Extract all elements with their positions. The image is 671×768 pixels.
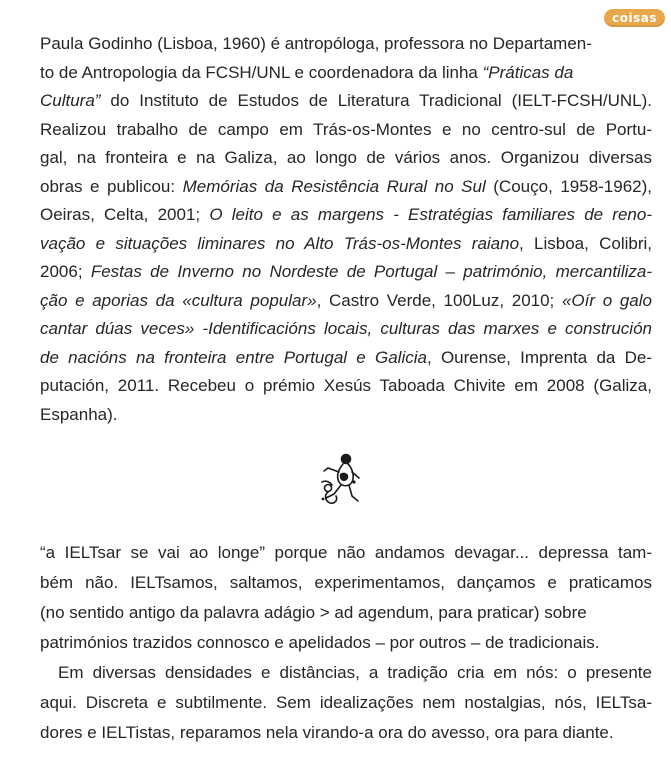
bio-line (40, 372, 652, 401)
text-run: patrimónios trazidos connosco e apelidados – por outros – de tradicionais. (40, 633, 600, 652)
bio-line (40, 287, 652, 316)
manifesto-line (40, 598, 652, 628)
manifesto-line (40, 688, 652, 718)
italic-title: cantar dúas veces» -Identificacións locais, culturas das marxes e construción (40, 319, 652, 338)
bio-line (40, 87, 652, 116)
italic-title: «Oír o galo (561, 290, 652, 310)
section-badge-label: coisas (612, 11, 657, 25)
text-run: obras e publicou: (40, 176, 183, 196)
italic-title: Cultura” (40, 91, 101, 110)
text-run: Espanha). (40, 404, 118, 424)
italic-title: Memórias da Resistência Rural no Sul (182, 176, 486, 196)
manifesto-line (40, 538, 652, 568)
text-run: , Ourense, Imprenta da De- (426, 347, 652, 367)
text-run: Realizou trabalho de campo em Trás-os-Montes e no centro-sul de Portu- (40, 119, 652, 139)
text-run: 2006; (40, 262, 91, 281)
manifesto-line (40, 568, 652, 598)
dancing-figure-icon (316, 452, 364, 506)
bio-line (40, 173, 652, 202)
text-run: to de Antropologia da FCSH/UNL e coordenadora da linha (40, 62, 483, 82)
italic-title: Festas de Inverno no Nordeste de Portugal – património, mercantiliza- (90, 262, 652, 281)
text-run: (no sentido antigo da palavra adágio > ad agendum, para praticar) sobre (40, 603, 587, 622)
bio-line (40, 258, 652, 287)
manifesto-line (40, 718, 652, 748)
text-run: Oeiras, Celta, 2001; (40, 205, 210, 224)
text-run: bém não. IELTsamos, saltamos, experimentamos, dançamos e praticamos (40, 573, 652, 592)
text-run: aqui. Discreta e subtilmente. Sem idealizações nem nostalgias, nós, IELTsa- (40, 693, 652, 712)
italic-title: de nacións na fronteira entre Portugal e Galicia (40, 347, 427, 367)
text-run: gal, na fronteira e na Galiza, ao longo de vários anos. Organizou diversas (40, 148, 652, 167)
text-run: “a IELTsar se vai ao longe” porque não andamos devagar... depressa tam- (40, 543, 652, 562)
bio-line (40, 315, 652, 344)
manifesto-line (40, 628, 652, 658)
bio-line (40, 144, 652, 173)
bio-line (40, 201, 652, 230)
text-run: Paula Godinho (Lisboa, 1960) é antropóloga, professora no Departamen- (40, 34, 592, 53)
bio-line (40, 116, 652, 145)
text-run: putación, 2011. Recebeu o prémio Xesús Taboada Chivite em 2008 (Galiza, (40, 376, 652, 395)
ielt-manifesto (40, 538, 652, 748)
bio-line (40, 344, 652, 373)
italic-title: O leito e as margens - Estratégias familiares de reno- (209, 205, 652, 224)
text-run: , Castro Verde, 100Luz, 2010; (316, 290, 562, 310)
text-run: , Lisboa, Colibri, (519, 233, 653, 253)
italic-title: ção e aporias da «cultura popular» (40, 290, 317, 310)
author-bio (40, 30, 652, 429)
manifesto-line (40, 658, 652, 688)
section-badge (604, 9, 665, 27)
bio-line (40, 30, 652, 59)
bio-line (40, 230, 652, 259)
italic-title: vação e situações liminares no Alto Trás-os-Montes raiano (40, 233, 520, 253)
text-run: Em diversas densidades e distâncias, a tradição cria em nós: o presente (58, 663, 652, 682)
text-run: dores e IELTistas, reparamos nela virando-a ora do avesso, ora para diante. (40, 723, 614, 742)
bio-line (40, 401, 652, 430)
text-run: (Couço, 1958-1962), (485, 176, 653, 196)
italic-title: “Práticas da (482, 62, 574, 82)
text-run: do Instituto de Estudos de Literatura Tradicional (IELT-FCSH/UNL). (100, 91, 652, 110)
bio-line (40, 59, 652, 88)
